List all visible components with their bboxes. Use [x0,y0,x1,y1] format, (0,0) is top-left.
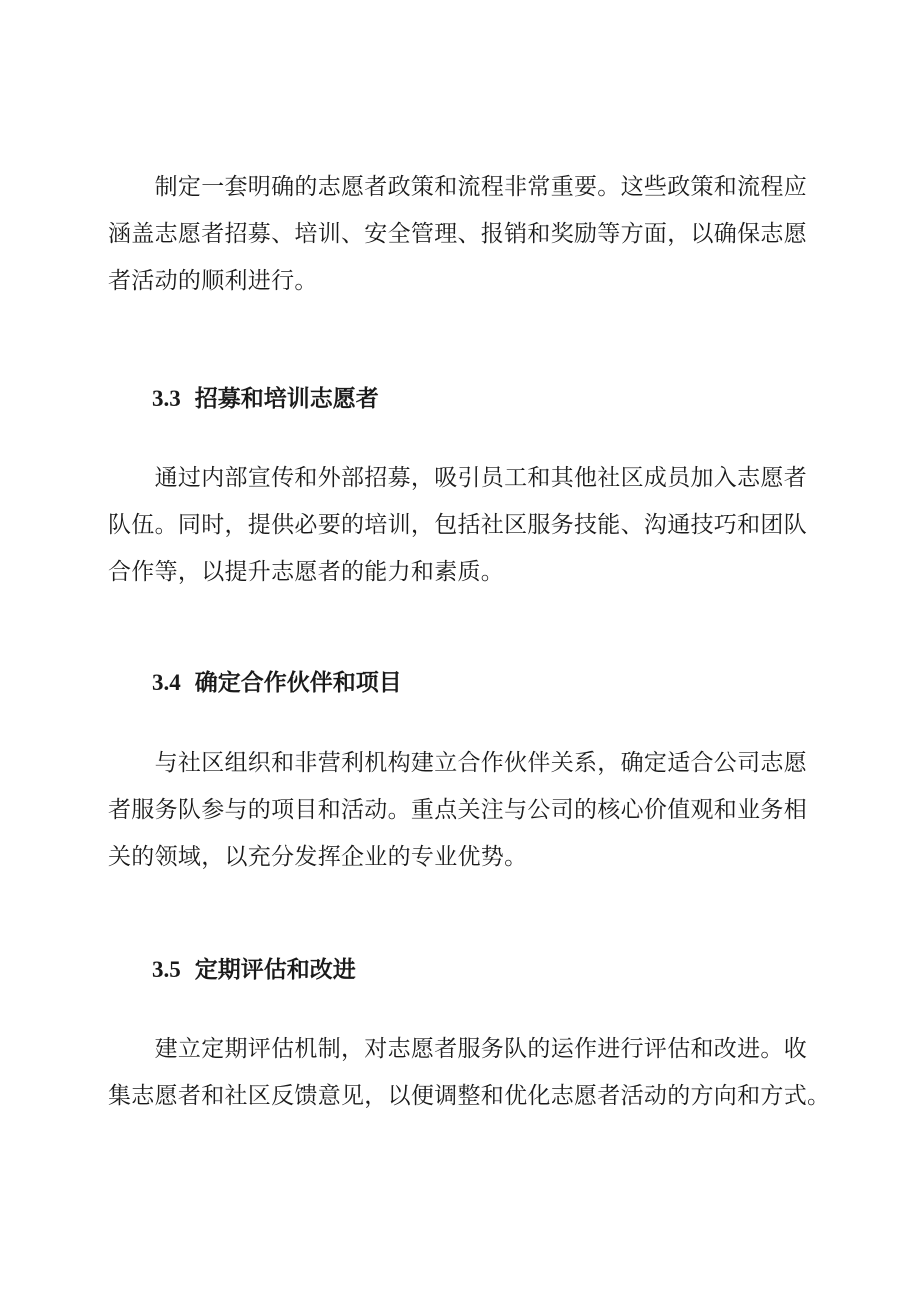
intro-paragraph [108,164,830,305]
paragraph-line: 建立定期评估机制，对志愿者服务队的运作进行评估和改进。收 [108,1036,807,1062]
paragraph-line: 者活动的顺利进行。 [108,268,318,294]
paragraph-line: 与社区组织和非营利机构建立合作伙伴关系，确定适合公司志愿 [108,750,807,776]
paragraph-line: 合作等，以提升志愿者的能力和素质。 [108,559,505,585]
section-heading-3-4 [152,668,402,698]
section-heading-3-5 [152,955,356,985]
paragraph-line: 涵盖志愿者招募、培训、安全管理、报销和奖励等方面，以确保志愿 [108,221,807,247]
paragraph-line: 队伍。同时，提供必要的培训，包括社区服务技能、沟通技巧和团队 [108,512,807,538]
paragraph-line: 集志愿者和社区反馈意见，以便调整和优化志愿者活动的方向和方式。 [108,1083,831,1109]
paragraph-line: 者服务队参与的项目和活动。重点关注与公司的核心价值观和业务相 [108,797,807,823]
section-number: 3.4 [152,670,181,695]
section-3-5-body [108,1026,830,1120]
section-3-4-body [108,740,830,881]
section-number: 3.5 [152,957,181,982]
paragraph [108,455,830,596]
section-number: 3.3 [152,386,181,411]
paragraph-line: 关的领域，以充分发挥企业的专业优势。 [108,844,528,870]
paragraph [108,164,830,305]
paragraph-line: 制定一套明确的志愿者政策和流程非常重要。这些政策和流程应 [108,174,807,200]
paragraph-line: 通过内部宣传和外部招募，吸引员工和其他社区成员加入志愿者 [108,465,807,491]
paragraph [108,740,830,881]
section-title: 招募和培训志愿者 [194,386,379,412]
section-title: 确定合作伙伴和项目 [194,670,402,696]
section-3-3-body [108,455,830,596]
section-heading-3-3 [152,384,379,414]
paragraph [108,1026,830,1120]
section-title: 定期评估和改进 [194,957,356,983]
